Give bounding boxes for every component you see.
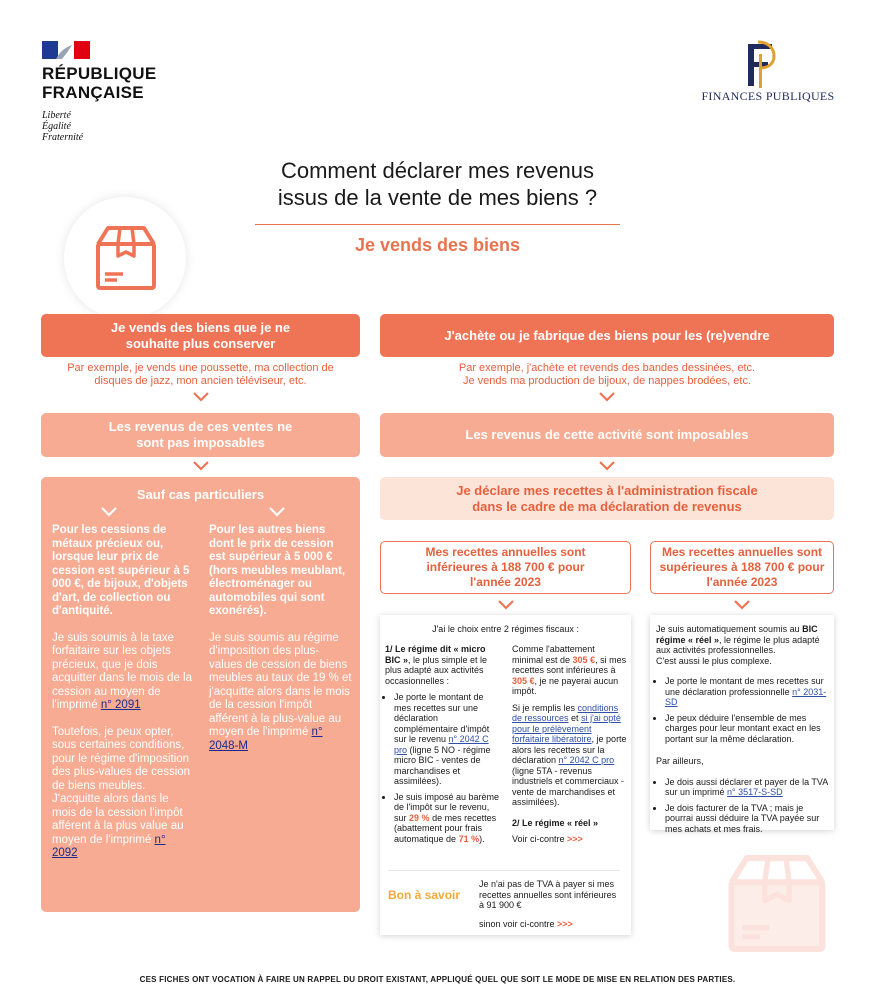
page-title: Comment déclarer mes revenus issus de la vente de mes biens ? — [277, 158, 598, 210]
regimes-intro: J'ai le choix entre 2 régimes fiscaux : — [432, 624, 579, 634]
form-2092-link[interactable]: n° 2092 — [52, 833, 166, 859]
finances-publiques-logo — [738, 40, 778, 90]
revenue-above-threshold-box: Mes recettes annuelles sont supérieures à 188 700 € pour l'année 2023 — [650, 541, 834, 594]
chevron-down-icon — [734, 600, 750, 610]
right-header-box: J'achète ou je fabrique des biens pour les (re)vendre — [380, 314, 834, 357]
finances-publiques-text: FINANCES PUBLIQUES — [701, 89, 835, 103]
page-subtitle: Je vends des biens — [354, 235, 521, 255]
reel-regime-text: Je suis automatiquement soumis au BIC régime « réel », le régime le plus adapté aux activités professionnelles. C'est aussi le plus complexe. • Je porte le montant de mes recettes sur une déclaration professionnelle n° 2031-SD • Je peux déduire l'ensemble de mes charges pour leur montant exact en les portant sur la même déclaration. Par ailleurs, • Je dois aussi déclarer et payer de la TVA sur un imprimé n° 3517-S-SD • Je dois facturer de la TVA ; mais je pourrai aussi déduire la TVA payée sur mes achats et mes frais. — [656, 624, 828, 839]
right-example: Par exemple, j'achète et revends des bandes dessinées, etc. Je vends ma production de bijoux, de nappes brodées, etc. — [458, 362, 756, 387]
form-2031sd-link[interactable]: n° 2031-SD — [665, 686, 827, 707]
bon-a-savoir-text: Je n'ai pas de TVA à payer si mes recettes annuelles sont inférieures à 91 900 € sinon voir ci-contre >>> — [479, 879, 617, 929]
special-cases-title: Sauf cas particuliers — [136, 487, 265, 502]
bon-a-savoir-label: Bon à savoir — [388, 888, 461, 902]
declare-box: Je déclare mes recettes à l'administration fiscale dans le cadre de ma déclaration de revenus — [380, 477, 834, 520]
package-box-icon — [90, 222, 162, 294]
prelevement-liberatoire-link[interactable]: si j'ai opté pour le prélèvement forfaitaire libératoire — [512, 713, 621, 744]
chevron-down-icon — [193, 461, 209, 471]
chevron-down-icon — [101, 507, 117, 517]
form-2091-link[interactable]: n° 2091 — [100, 699, 141, 711]
chevron-down-icon — [269, 507, 285, 517]
faded-package-box-icon — [722, 852, 832, 952]
republic-motto: Liberté Égalité Fraternité — [42, 110, 84, 143]
form-2042cpro-link[interactable]: n° 2042 C pro — [394, 734, 489, 755]
form-2048m-link[interactable]: n° 2048-M — [209, 726, 323, 752]
see-opposite-arrows-2[interactable]: >>> — [557, 918, 573, 929]
special-case-other: Pour les autres biens dont le prix de cession est supérieur à 5 000 € (hors meubles meublant, électroménager ou automobiles qui sont exonérés). Je suis soumis au régime d'imposition des plus-values de cession de biens meubles au taux de 19 % et j'acquitte alors dans le mois de la cession l'impôt afférent à la plus-value au moyen de l'imprimé n° 2048-M — [209, 524, 352, 752]
chevron-down-icon — [498, 600, 514, 610]
form-3517ssd-link[interactable]: n° 3517-S-SD — [727, 787, 783, 797]
form-2042cpro-link-2[interactable]: n° 2042 C pro — [558, 755, 615, 765]
marianne-flag-logo — [42, 41, 90, 59]
left-example: Par exemple, je vends une poussette, ma collection de disques de jazz, mon ancien téléviseur, etc. — [67, 362, 334, 387]
see-opposite-arrows[interactable]: >>> — [567, 834, 583, 844]
micro-bic-details: Comme l'abattement minimal est de 305 €, si mes recettes sont inférieures à 305 €, je ne payerai aucun impôt. Si je remplis les conditions de ressources et si j'ai opté pour le prélèvement forfaitaire libératoire, je porte alors les recettes sur la déclaration n° 2042 C pro (ligne 5TA - revenus industriels et commerciaux - vente de marchandises et assimilées). 2/ Le régime « réel » Voir ci-contre >>> — [512, 644, 627, 844]
special-case-precious: Pour les cessions de métaux précieux ou, lorsque leur prix de cession est supérieur à 5 000 €, de bijoux, d'objets d'art, de collection ou d'antiquité. Je suis soumis à la taxe forfaitaire sur les objets précieux, que je dois acquitter dans le mois de la cession au moyen de l'imprimé n° 2091 Toutefois, je peux opter, sous certaines conditions, pour le régime d'imposition des plus-values de cession de biens meubles. J'acquitte alors dans le mois de la cession l'impôt afférent à la plus value au moyen de l'imprimé n° 2092 — [52, 524, 192, 859]
republique-francaise-name: RÉPUBLIQUE FRANÇAISE — [42, 64, 157, 102]
title-divider — [255, 224, 620, 225]
left-header-box: Je vends des biens que je ne souhaite plus conserver — [41, 314, 360, 357]
card-divider — [388, 870, 620, 871]
chevron-down-icon — [193, 392, 209, 402]
conditions-ressources-link[interactable]: conditions de ressources — [512, 702, 619, 723]
chevron-down-icon — [599, 461, 615, 471]
revenue-below-threshold-box: Mes recettes annuelles sont inférieures à 188 700 € pour l'année 2023 — [380, 541, 631, 594]
chevron-down-icon — [599, 392, 615, 402]
not-taxable-box: Les revenus de ces ventes ne sont pas imposables — [41, 413, 360, 457]
taxable-box: Les revenus de cette activité sont imposables — [380, 413, 834, 457]
legal-disclaimer: CES FICHES ONT VOCATION À FAIRE UN RAPPEL DU DROIT EXISTANT, APPLIQUÉ QUEL QUE SOIT LE MODE DE MISE EN RELATION DES PARTIES. — [139, 975, 736, 984]
micro-bic-regime: 1/ Le régime dit « micro BIC », le plus simple et le plus adapté aux activités occasionnelles : • Je porte le montant de mes recettes sur une déclaration complémentaire d'impôt sur le revenu n° 2042 C pro (ligne 5 NO - régime micro BIC - ventes de marchandises et assimilées). • Je suis imposé au barème de l'impôt sur le revenu, sur 29 % de mes recettes (abattement pour frais automatique de 71 %). — [385, 644, 503, 849]
